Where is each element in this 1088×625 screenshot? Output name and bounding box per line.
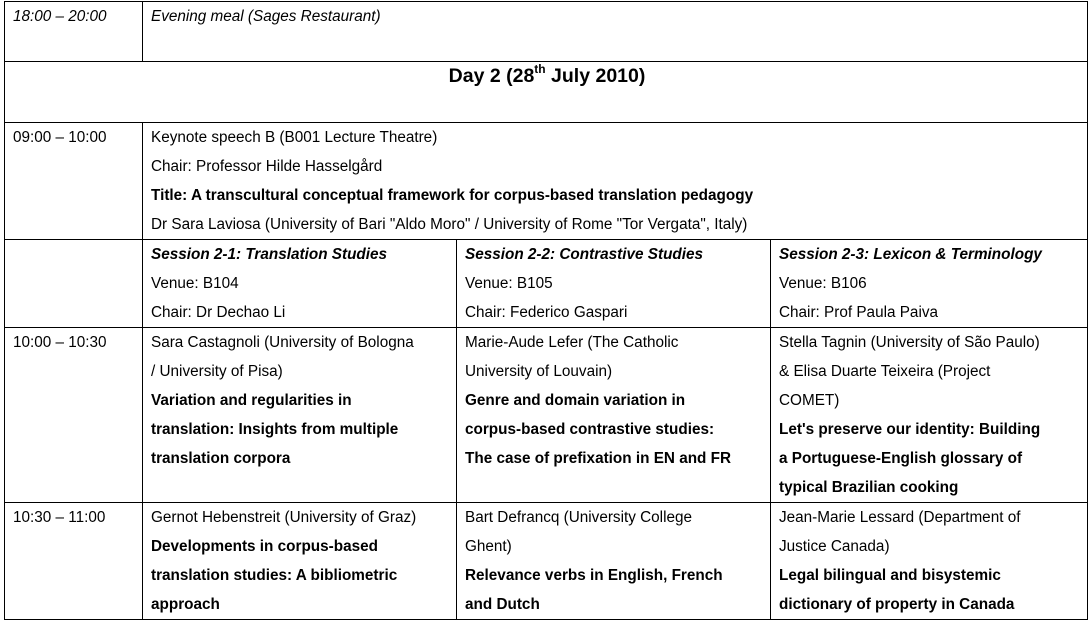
- session-venue: Venue: B104: [151, 275, 239, 292]
- talk-author: Bart Defrancq (University College: [465, 509, 692, 526]
- talk-author: Justice Canada): [779, 538, 890, 555]
- meal-description: Evening meal (Sages Restaurant): [143, 2, 1088, 62]
- talk-title: Variation and regularities in: [151, 392, 352, 409]
- talk-title: Developments in corpus-based: [151, 538, 378, 555]
- talk-author: Jean-Marie Lessard (Department of: [779, 509, 1021, 526]
- talk-cell: [457, 503, 771, 620]
- talk-title: corpus-based contrastive studies:: [465, 421, 715, 438]
- session-header: [457, 240, 771, 328]
- talk-title: Genre and domain variation in: [465, 392, 686, 409]
- talk-title: typical Brazilian cooking: [779, 479, 959, 496]
- talk-cell: [457, 328, 771, 503]
- talk-title: translation studies: A bibliometric: [151, 567, 398, 584]
- keynote-chair: Chair: Professor Hilde Hasselgård: [151, 158, 383, 175]
- day-title: Day 2 (28th July 2010): [5, 62, 1088, 123]
- talk-title: a Portuguese-English glossary of: [779, 450, 1023, 467]
- talk-author: / University of Pisa): [151, 363, 283, 380]
- slot-time: 10:00 – 10:30: [5, 328, 143, 503]
- slot-row: [5, 503, 1088, 620]
- session-header: [771, 240, 1088, 328]
- talk-author: Stella Tagnin (University of São Paulo): [779, 334, 1040, 351]
- talk-title: Let's preserve our identity: Building: [779, 421, 1041, 438]
- talk-cell: [143, 328, 457, 503]
- session-venue: Venue: B105: [465, 275, 553, 292]
- talk-title: and Dutch: [465, 596, 540, 613]
- slot-time: 10:30 – 11:00: [5, 503, 143, 620]
- session-header: [143, 240, 457, 328]
- slot-row: [5, 328, 1088, 503]
- session-venue: Venue: B106: [779, 275, 867, 292]
- talk-title: dictionary of property in Canada: [779, 596, 1015, 613]
- talk-cell: [143, 503, 457, 620]
- talk-author: University of Louvain): [465, 363, 613, 380]
- keynote-heading: Keynote speech B (B001 Lecture Theatre): [151, 129, 438, 146]
- sessions-header-row: [5, 240, 1088, 328]
- sessions-time-empty: [5, 240, 143, 328]
- session-chair: Chair: Federico Gaspari: [465, 304, 628, 321]
- session-name: Session 2-2: Contrastive Studies: [465, 246, 704, 263]
- talk-cell: [771, 503, 1088, 620]
- keynote-details: [143, 123, 1088, 240]
- talk-author: Sara Castagnoli (University of Bologna: [151, 334, 414, 351]
- session-chair: Chair: Dr Dechao Li: [151, 304, 286, 321]
- talk-title: approach: [151, 596, 220, 613]
- schedule-table: [4, 1, 1088, 620]
- talk-title: translation corpora: [151, 450, 291, 467]
- talk-author: Gernot Hebenstreit (University of Graz): [151, 509, 417, 526]
- talk-cell: [771, 328, 1088, 503]
- talk-title: Relevance verbs in English, French: [465, 567, 723, 584]
- session-name: Session 2-3: Lexicon & Terminology: [779, 246, 1042, 263]
- day-header-row: [5, 62, 1088, 123]
- talk-author: COMET): [779, 392, 840, 409]
- keynote-speaker: Dr Sara Laviosa (University of Bari "Aldo Moro" / University of Rome "Tor Vergata", Italy): [151, 216, 748, 233]
- meal-time: 18:00 – 20:00: [5, 2, 143, 62]
- meal-row: [5, 2, 1088, 62]
- keynote-title: Title: A transcultural conceptual framework for corpus-based translation pedagogy: [151, 187, 754, 204]
- talk-title: Legal bilingual and bisystemic: [779, 567, 1001, 584]
- talk-author: Marie-Aude Lefer (The Catholic: [465, 334, 679, 351]
- talk-author: Ghent): [465, 538, 512, 555]
- keynote-row: [5, 123, 1088, 240]
- session-name: Session 2-1: Translation Studies: [151, 246, 388, 263]
- talk-title: The case of prefixation in EN and FR: [465, 450, 732, 467]
- talk-author: & Elisa Duarte Teixeira (Project: [779, 363, 991, 380]
- talk-title: translation: Insights from multiple: [151, 421, 399, 438]
- keynote-time: 09:00 – 10:00: [5, 123, 143, 240]
- session-chair: Chair: Prof Paula Paiva: [779, 304, 938, 321]
